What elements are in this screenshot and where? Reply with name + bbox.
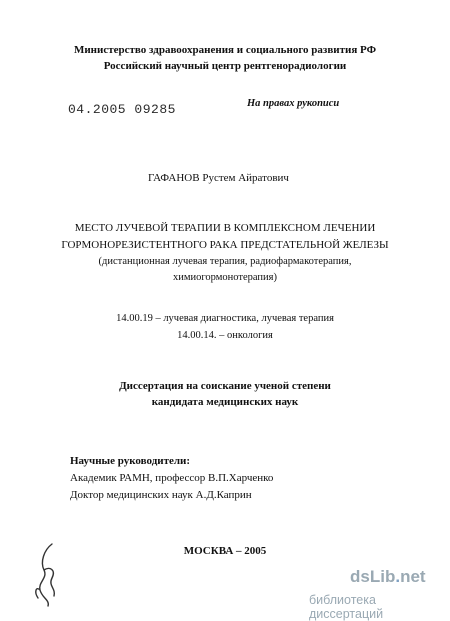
watermark-logo-main: dsLib [350, 567, 396, 586]
title-line-4: химиогормонотерапия) [173, 272, 277, 283]
specialty-line-1: 14.00.19 – лучевая диагностика, лучевая терапия [116, 313, 334, 324]
degree-line-2: кандидата медицинских наук [151, 396, 299, 408]
supervisor-line-2: Доктор медицинских наук А.Д.Каприн [70, 489, 252, 501]
dslib-watermark-logo [350, 567, 426, 587]
title-line-2: ГОРМОНОРЕЗИСТЕНТНОГО РАКА ПРЕДСТАТЕЛЬНОЙ ЖЕЛЕЗЫ [61, 239, 389, 251]
watermark-logo-tld: net [400, 567, 426, 586]
supervisors-heading: Научные руководители: [70, 455, 191, 467]
library-stamp-code: 04.2005 09285 [68, 102, 176, 117]
handwritten-signature [30, 540, 70, 610]
supervisor-line-1: Академик РАМН, профессор В.П.Харченко [70, 472, 274, 484]
research-center-line: Российский научный центр рентгенорадиологии [103, 60, 347, 72]
dslib-watermark-subtitle: библиотека диссертаций [309, 593, 384, 621]
title-line-3: (дистанционная лучевая терапия, радиофармакотерапия, [98, 256, 352, 267]
degree-line-1: Диссертация на соискание ученой степени [119, 380, 331, 392]
specialty-line-2: 14.00.14. – онкология [177, 330, 273, 341]
ministry-line: Министерство здравоохранения и социального развития РФ [73, 44, 377, 56]
title-line-1: МЕСТО ЛУЧЕВОЙ ТЕРАПИИ В КОМПЛЕКСНОМ ЛЕЧЕНИИ [74, 222, 376, 234]
author-name: ГАФАНОВ Рустем Айратович [148, 172, 289, 184]
manuscript-rights-note: На правах рукописи [247, 98, 340, 109]
city-year: МОСКВА – 2005 [183, 545, 267, 557]
watermark-logo-dot: . [395, 567, 401, 586]
